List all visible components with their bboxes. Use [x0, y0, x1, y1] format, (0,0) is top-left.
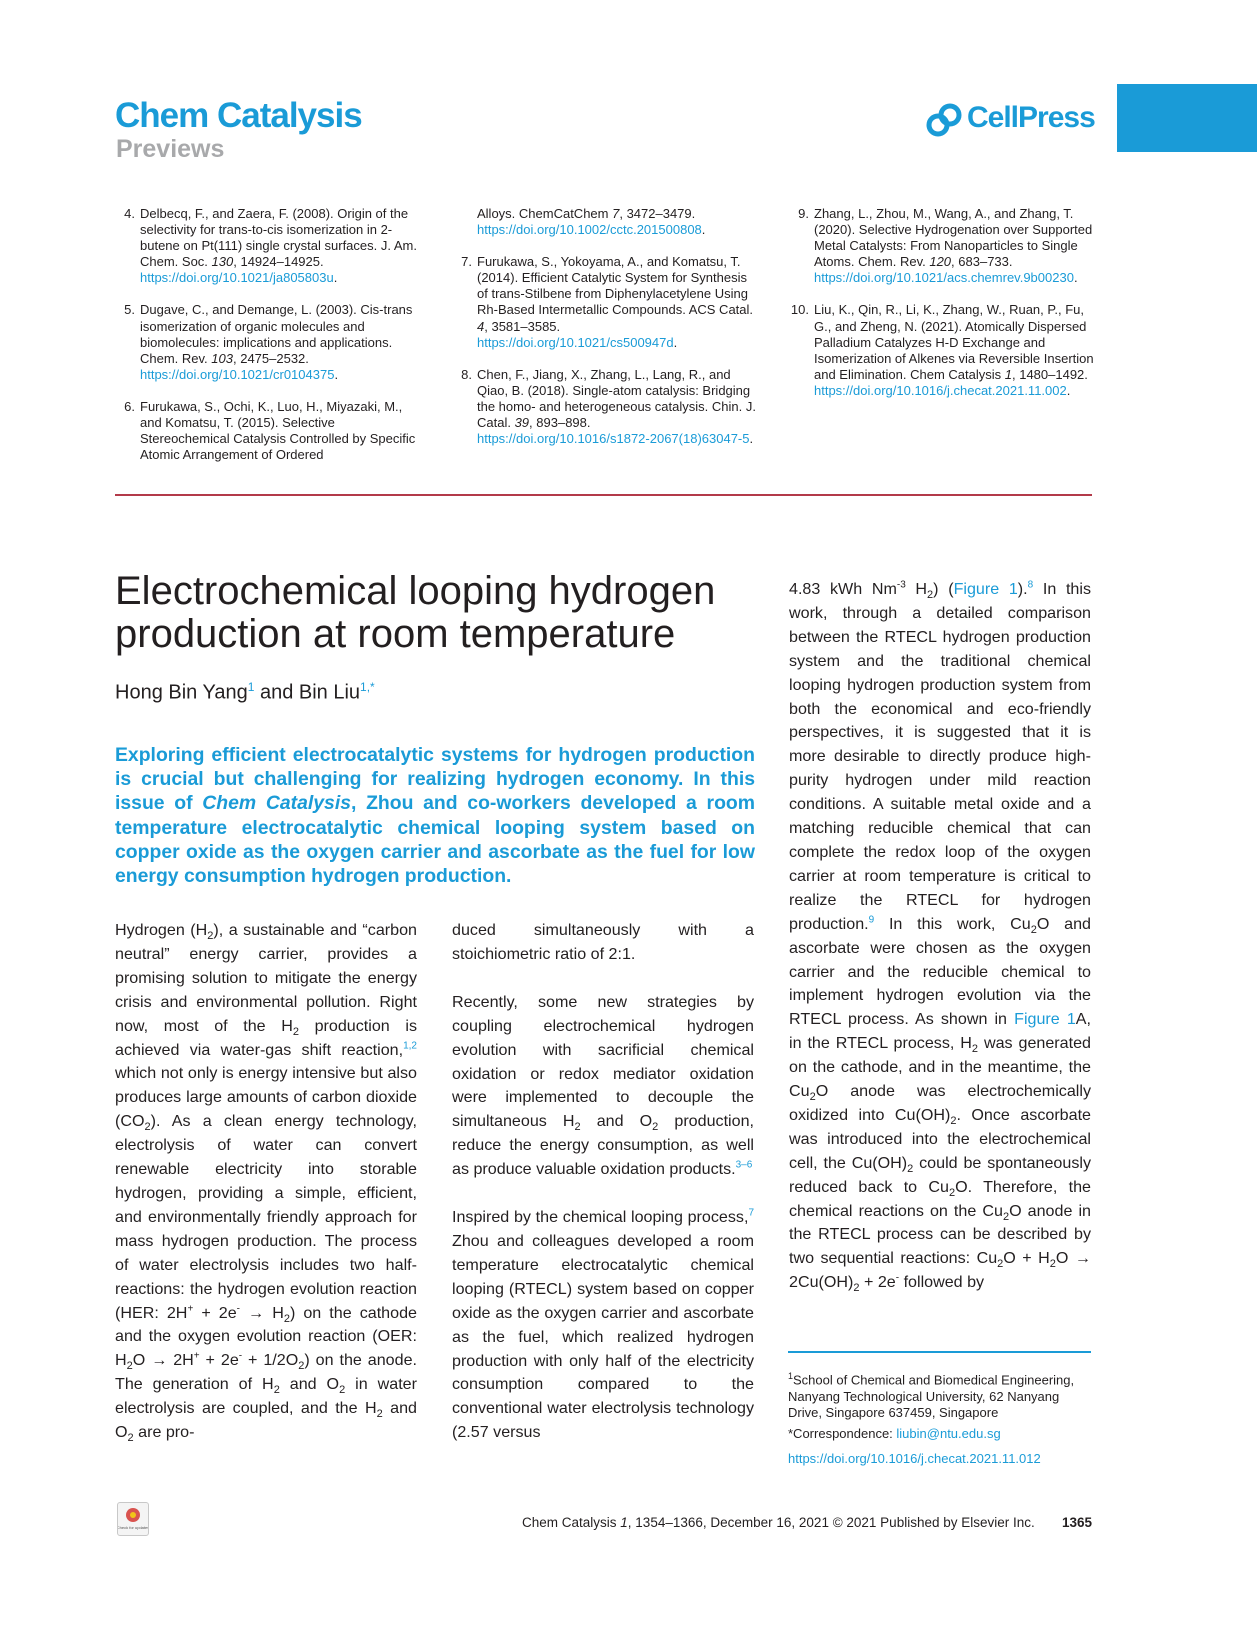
publisher-logo[interactable]: [925, 100, 1095, 140]
svg-text:Check for updates: Check for updates: [118, 1525, 148, 1530]
article-title: Electrochemical looping hydrogen production at room temperature: [115, 569, 716, 656]
reference-8-doi-link[interactable]: https://doi.org/10.1016/s1872-2067(18)63047-5: [477, 431, 750, 447]
author-2-affiliation-link[interactable]: 1,*: [360, 680, 375, 694]
citation-footer: Chem Catalysis 1, 1354–1366, December 16, 2021 © 2021 Published by Elsevier Inc.: [522, 1515, 1035, 1530]
affiliation-note: $^1$School of Chemical and Biomedical Engineering, Nanyang Technological University, 62 Nanyang Drive, Singapore 637459, Singapore: [788, 1371, 1075, 1420]
correspondence-email-link[interactable]: liubin@ntu.edu.sg: [896, 1426, 1001, 1441]
paragraph-1-continued: duced simultaneously with a stoichiometric ratio of 2:1.: [452, 921, 754, 963]
reference-6-doi-link[interactable]: https://doi.org/10.1002/cctc.201500808: [477, 222, 702, 238]
figure-1-link[interactable]: Figure 1: [953, 580, 1018, 598]
correspondence-note: *Correspondence: liubin@ntu.edu.sg: [788, 1426, 1001, 1441]
publisher-name: CellPress: [967, 101, 1095, 134]
reference-5-doi-link[interactable]: https://doi.org/10.1021/cr0104375: [140, 366, 335, 382]
article-doi-link[interactable]: https://doi.org/10.1016/j.checat.2021.11.012: [788, 1451, 1041, 1466]
body-column-1: [115, 919, 417, 1469]
citation-1-2-link[interactable]: 1,2: [403, 1040, 417, 1052]
paragraph-1: Hydrogen $(H_2)$, a sustainable and “carbon neutral” energy carrier, provides a promising solution to mitigate the energy crisis and environmental pollution. Right now, most of the $H_2$ production is achieved via water-gas shift reaction,$^{1,2}$ which not only is energy intensive but also produces large amounts of carbon dioxide $(CO_2)$. As a clean energy technology, electrolysis of water can convert renewable electricity into storable hydrogen, providing a simple, efficient, and environmentally friendly approach for mass hydrogen production. The process of water electrolysis includes two half-reactions: the hydrogen evolution reaction (HER: $2H^+ + 2e^- \to H_2$) on the cathode and the oxygen evolution reaction (OER: $H_2O \to 2H^+ + 2e^- + 1/2O_2$) on the anode. The generation of $H_2$ and $O_2$ in water electrolysis are coupled, and the $H_2$ and $O_2$ are pro-: [115, 921, 417, 1445]
body-column-2: [452, 919, 754, 1469]
page-number: 1365: [1062, 1515, 1093, 1530]
reference-10: 10. Liu, K., Qin, R., Li, K., Zhang, W., Ruan, P., Fu, G., and Zheng, N. (2021). Atomically Dispersed Palladium Catalyzes H-D Exchange and Isomerization of Alkenes via Reversible Insertion and Elimination. Chem Catalysis 1, 1480–1492. https://doi.org/10.1016/j.checat.2021.11.002.: [790, 302, 1094, 398]
reference-9-doi-link[interactable]: https://doi.org/10.1021/acs.chemrev.9b00230: [814, 270, 1074, 286]
reference-column-2: [452, 206, 757, 463]
edge-tab: [1117, 84, 1257, 152]
section-divider: [115, 494, 1092, 496]
section-label: Previews: [116, 135, 225, 163]
reference-7: 7. Furukawa, S., Yokoyama, A., and Komatsu, T. (2014). Efficient Catalytic System for Synthesis of trans-Stilbene from Diphenylacetylene Using Rh-Based Intermetallic Compounds. ACS Catal. 4, 3581–3585. https://doi.org/10.1021/cs500947d.: [461, 254, 754, 350]
reference-8: 8. Chen, F., Jiang, X., Zhang, L., Lang, R., and Qiao, B. (2018). Single-atom catalysis: Bridging the homo- and heterogeneous catalysis. Chin. J. Catal. 39, 893–898. https://doi.org/10.1016/s1872-2067(18)63047-5.: [461, 366, 756, 447]
citation-7-link[interactable]: 7: [748, 1207, 754, 1219]
author-1-affiliation-link[interactable]: 1: [247, 680, 255, 694]
reference-6: 6. Furukawa, S., Ochi, K., Luo, H., Miyazaki, M., and Komatsu, T. (2015). Selective Stereochemical Catalysis Controlled by Specific Atomic Arrangement of Ordered: [124, 398, 416, 463]
author-1: Hong Bin Yang: [115, 681, 248, 704]
reference-6-continued: Alloys. ChemCatChem 7, 3472–3479. https://doi.org/10.1002/cctc.201500808.: [477, 206, 706, 238]
reference-5: 5. Dugave, C., and Demange, L. (2003). Cis-trans isomerization of organic molecules and biomolecules: implications and applications. Chem. Rev. 103, 2475–2532. https://doi.org/10.1021/cr0104375.: [124, 302, 413, 382]
paragraph-2: Recently, some new strategies by coupling electrochemical hydrogen evolution with sacrificial chemical oxidation or redox mediator oxidation were implemented to decouple the simultaneous $H_2$ and $O_2$ production, reduce the energy consumption, as well as produce valuable oxidation products.$^{3-6}$: [452, 992, 754, 1179]
abstract: Exploring efficient electrocatalytic systems for hydrogen production is crucial but challenging for realizing hydrogen economy. In this issue of Chem Catalysis, Zhou and co-workers developed a room temperature electrocatalytic chemical looping system based on copper oxide as the oxygen carrier and ascorbate as the fuel for low energy consumption hydrogen production.: [115, 744, 755, 888]
citation-8-link[interactable]: 8: [1027, 579, 1034, 591]
citation-9-link[interactable]: 9: [868, 914, 875, 926]
citation-3-6-link[interactable]: 3–6: [735, 1159, 753, 1171]
paragraph-3-continued: 4.83 kWh $Nm^{-3}$ $H_2$) (Figure 1).$^8$ In this work, through a detailed comparison between the RTECL hydrogen production system and the traditional chemical looping hydrogen production system from both the economical and eco-friendly perspectives, it is suggested that it is more desirable to directly produce high-purity hydrogen under mild reaction conditions. A suitable metal oxide and a matching reducible chemical that can complete the redox loop of the oxygen carrier at room temperature is critical to realize the RTECL for hydrogen production.$^9$ In this work, $Cu_2O$ and ascorbate were chosen as the oxygen carrier and the reducible chemical to implement hydrogen evolution via the RTECL process. As shown in Figure 1A, in the RTECL process, $H_2$ was generated on the cathode, and in the meantime, the $Cu_2O$ anode was electrochemically oxidized into $Cu(OH)_2$. Once ascorbate was introduced into the electrochemical cell, the $Cu(OH)_2$ could be spontaneously reduced back to $Cu_2O$. Therefore, the chemical reactions on the $Cu_2O$ anode in the RTECL process can be described by two sequential reactions: $Cu_2O + H_2O \to 2Cu(OH)_2 + 2e^-$ followed by: [789, 579, 1091, 1295]
figure-1a-link[interactable]: Figure 1: [1014, 1010, 1076, 1029]
footnote-rule: [788, 1351, 1091, 1353]
cellpress-logo-icon: [925, 102, 963, 138]
reference-9: 9. Zhang, L., Zhou, M., Wang, A., and Zhang, T. (2020). Selective Hydrogenation over Supported Metal Catalysts: From Nanoparticles to Single Atoms. Chem. Rev. 120, 683–733. https://doi.org/10.1021/acs.chemrev.9b00230.: [798, 206, 1093, 286]
reference-4: 4. Delbecq, F., and Zaera, F. (2008). Origin of the selectivity for trans-to-cis isomerization in 2-butene on Pt(111) single crystal surfaces. J. Am. Chem. Soc. 130, 14924–14925. https://doi.org/10.1021/ja805803u.: [124, 206, 417, 286]
reference-column-1: [115, 206, 420, 479]
reference-7-doi-link[interactable]: https://doi.org/10.1021/cs500947d: [477, 334, 674, 350]
author-2: Bin Liu: [298, 681, 361, 704]
reference-4-doi-link[interactable]: https://doi.org/10.1021/ja805803u: [140, 270, 334, 286]
check-for-updates-icon: [118, 1503, 148, 1535]
journal-title: Chem Catalysis: [115, 96, 362, 135]
body-column-3: [789, 578, 1091, 1319]
check-for-updates-button[interactable]: [117, 1502, 149, 1536]
author-list: Hong Bin Yang$^1$ and Bin Liu$^{1,*}$: [115, 680, 375, 704]
reference-column-3: [789, 206, 1094, 415]
reference-10-doi-link[interactable]: https://doi.org/10.1016/j.checat.2021.11.002: [814, 382, 1067, 398]
paragraph-3: Inspired by the chemical looping process,$^7$ Zhou and colleagues developed a room temperature electrocatalytic chemical looping (RTECL) system based on copper oxide as the oxygen carrier and ascorbate as the fuel, which realized hydrogen production with only half of the electricity consumption compared to the conventional water electrolysis technology (2.57 versus: [452, 1207, 754, 1442]
